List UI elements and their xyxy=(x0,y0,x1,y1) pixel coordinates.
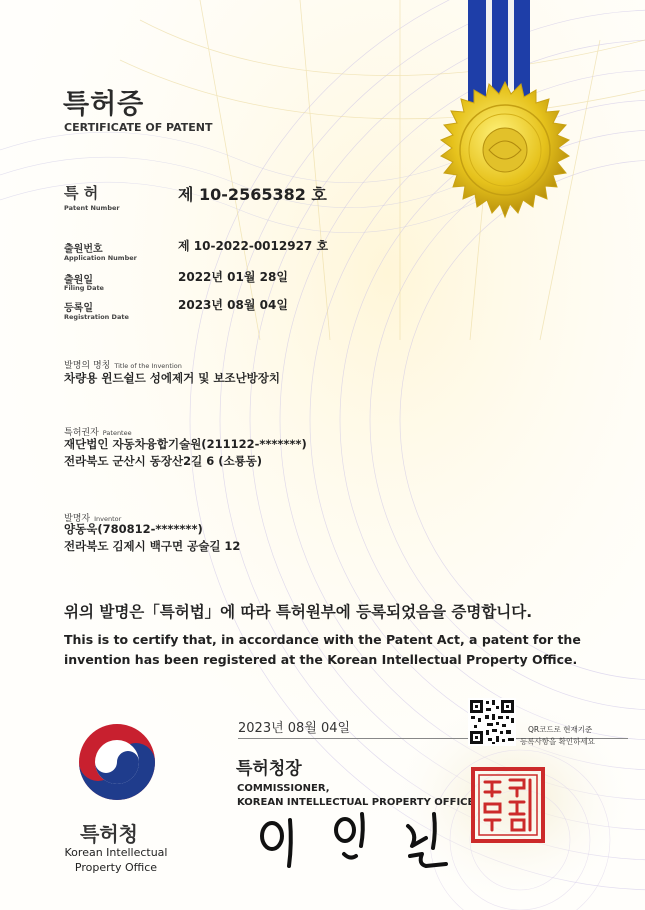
patent-number-value: 제 10-2565382 호 xyxy=(178,185,327,204)
invention-label-en: Title of the Invention xyxy=(114,362,182,370)
inventor-label-kr: 발명자 xyxy=(64,514,91,524)
commissioner-title-en-line2: KOREAN INTELLECTUAL PROPERTY OFFICE xyxy=(237,797,475,808)
gold-seal-icon xyxy=(425,80,585,230)
application-number-label-en: Application Number xyxy=(64,254,137,262)
commissioner-title-kr: 특허청장 xyxy=(236,759,302,779)
commissioner-signature xyxy=(250,808,460,878)
inventor-label-en: Inventor xyxy=(94,515,122,523)
official-stamp-icon xyxy=(470,766,546,844)
qr-code-icon xyxy=(468,698,516,746)
certification-statement-en-line2: invention has been registered at the Korean Intellectual Property Office. xyxy=(64,652,578,667)
patentee-label-en: Patentee xyxy=(102,429,132,437)
certificate-title-en: CERTIFICATE OF PATENT xyxy=(64,121,213,134)
patentee-address: 전라북도 군산시 동장산2길 6 (소룡동) xyxy=(64,454,263,468)
filing-date-label-en: Filing Date xyxy=(64,284,104,292)
filing-date-label: 출원일 xyxy=(64,275,93,286)
qr-note-line2: 등록사항을 확인하세요 xyxy=(520,737,595,746)
certificate-title-kr: 특허증 xyxy=(63,89,145,120)
kipo-name-en-line2: Property Office xyxy=(74,861,158,874)
qr-note-line1: QR코드로 현재기준 xyxy=(528,725,593,734)
registration-date-label: 등록일 xyxy=(64,303,93,314)
kipo-name-en-line1: Korean Intellectual xyxy=(64,846,168,859)
invention-title-value: 차량용 윈드쉴드 성에제거 및 보조난방장치 xyxy=(64,371,280,385)
inventor-name: 양동욱(780812-*******) xyxy=(64,522,203,536)
certification-statement-en-line1: This is to certify that, in accordance with the Patent Act, a patent for the xyxy=(64,632,581,647)
registration-date-value: 2023년 08월 04일 xyxy=(178,298,288,312)
issue-date: 2023년 08월 04일 xyxy=(238,721,351,736)
patent-number-label-en: Patent Number xyxy=(64,204,120,212)
application-number-label: 출원번호 xyxy=(64,244,103,255)
invention-label-kr: 발명의 명칭 xyxy=(64,361,111,371)
inventor-address: 전라북도 김제시 백구면 공술길 12 xyxy=(64,539,241,553)
application-number-value: 제 10-2022-0012927 호 xyxy=(178,239,329,253)
kipo-name-kr: 특허청 xyxy=(80,822,138,846)
patentee-name: 재단법인 자동차융합기술원(211122-*******) xyxy=(64,437,307,451)
registration-date-label-en: Registration Date xyxy=(64,313,129,321)
patent-number-label: 특 허 xyxy=(64,184,99,202)
kipo-logo-icon xyxy=(77,722,157,802)
filing-date-value: 2022년 01월 28일 xyxy=(178,270,288,284)
certification-statement-kr: 위의 발명은「특허법」에 따라 특허원부에 등록되었음을 증명합니다. xyxy=(64,603,533,621)
commissioner-title-en-line1: COMMISSIONER, xyxy=(237,783,330,794)
patentee-label-kr: 특허권자 xyxy=(64,428,99,438)
